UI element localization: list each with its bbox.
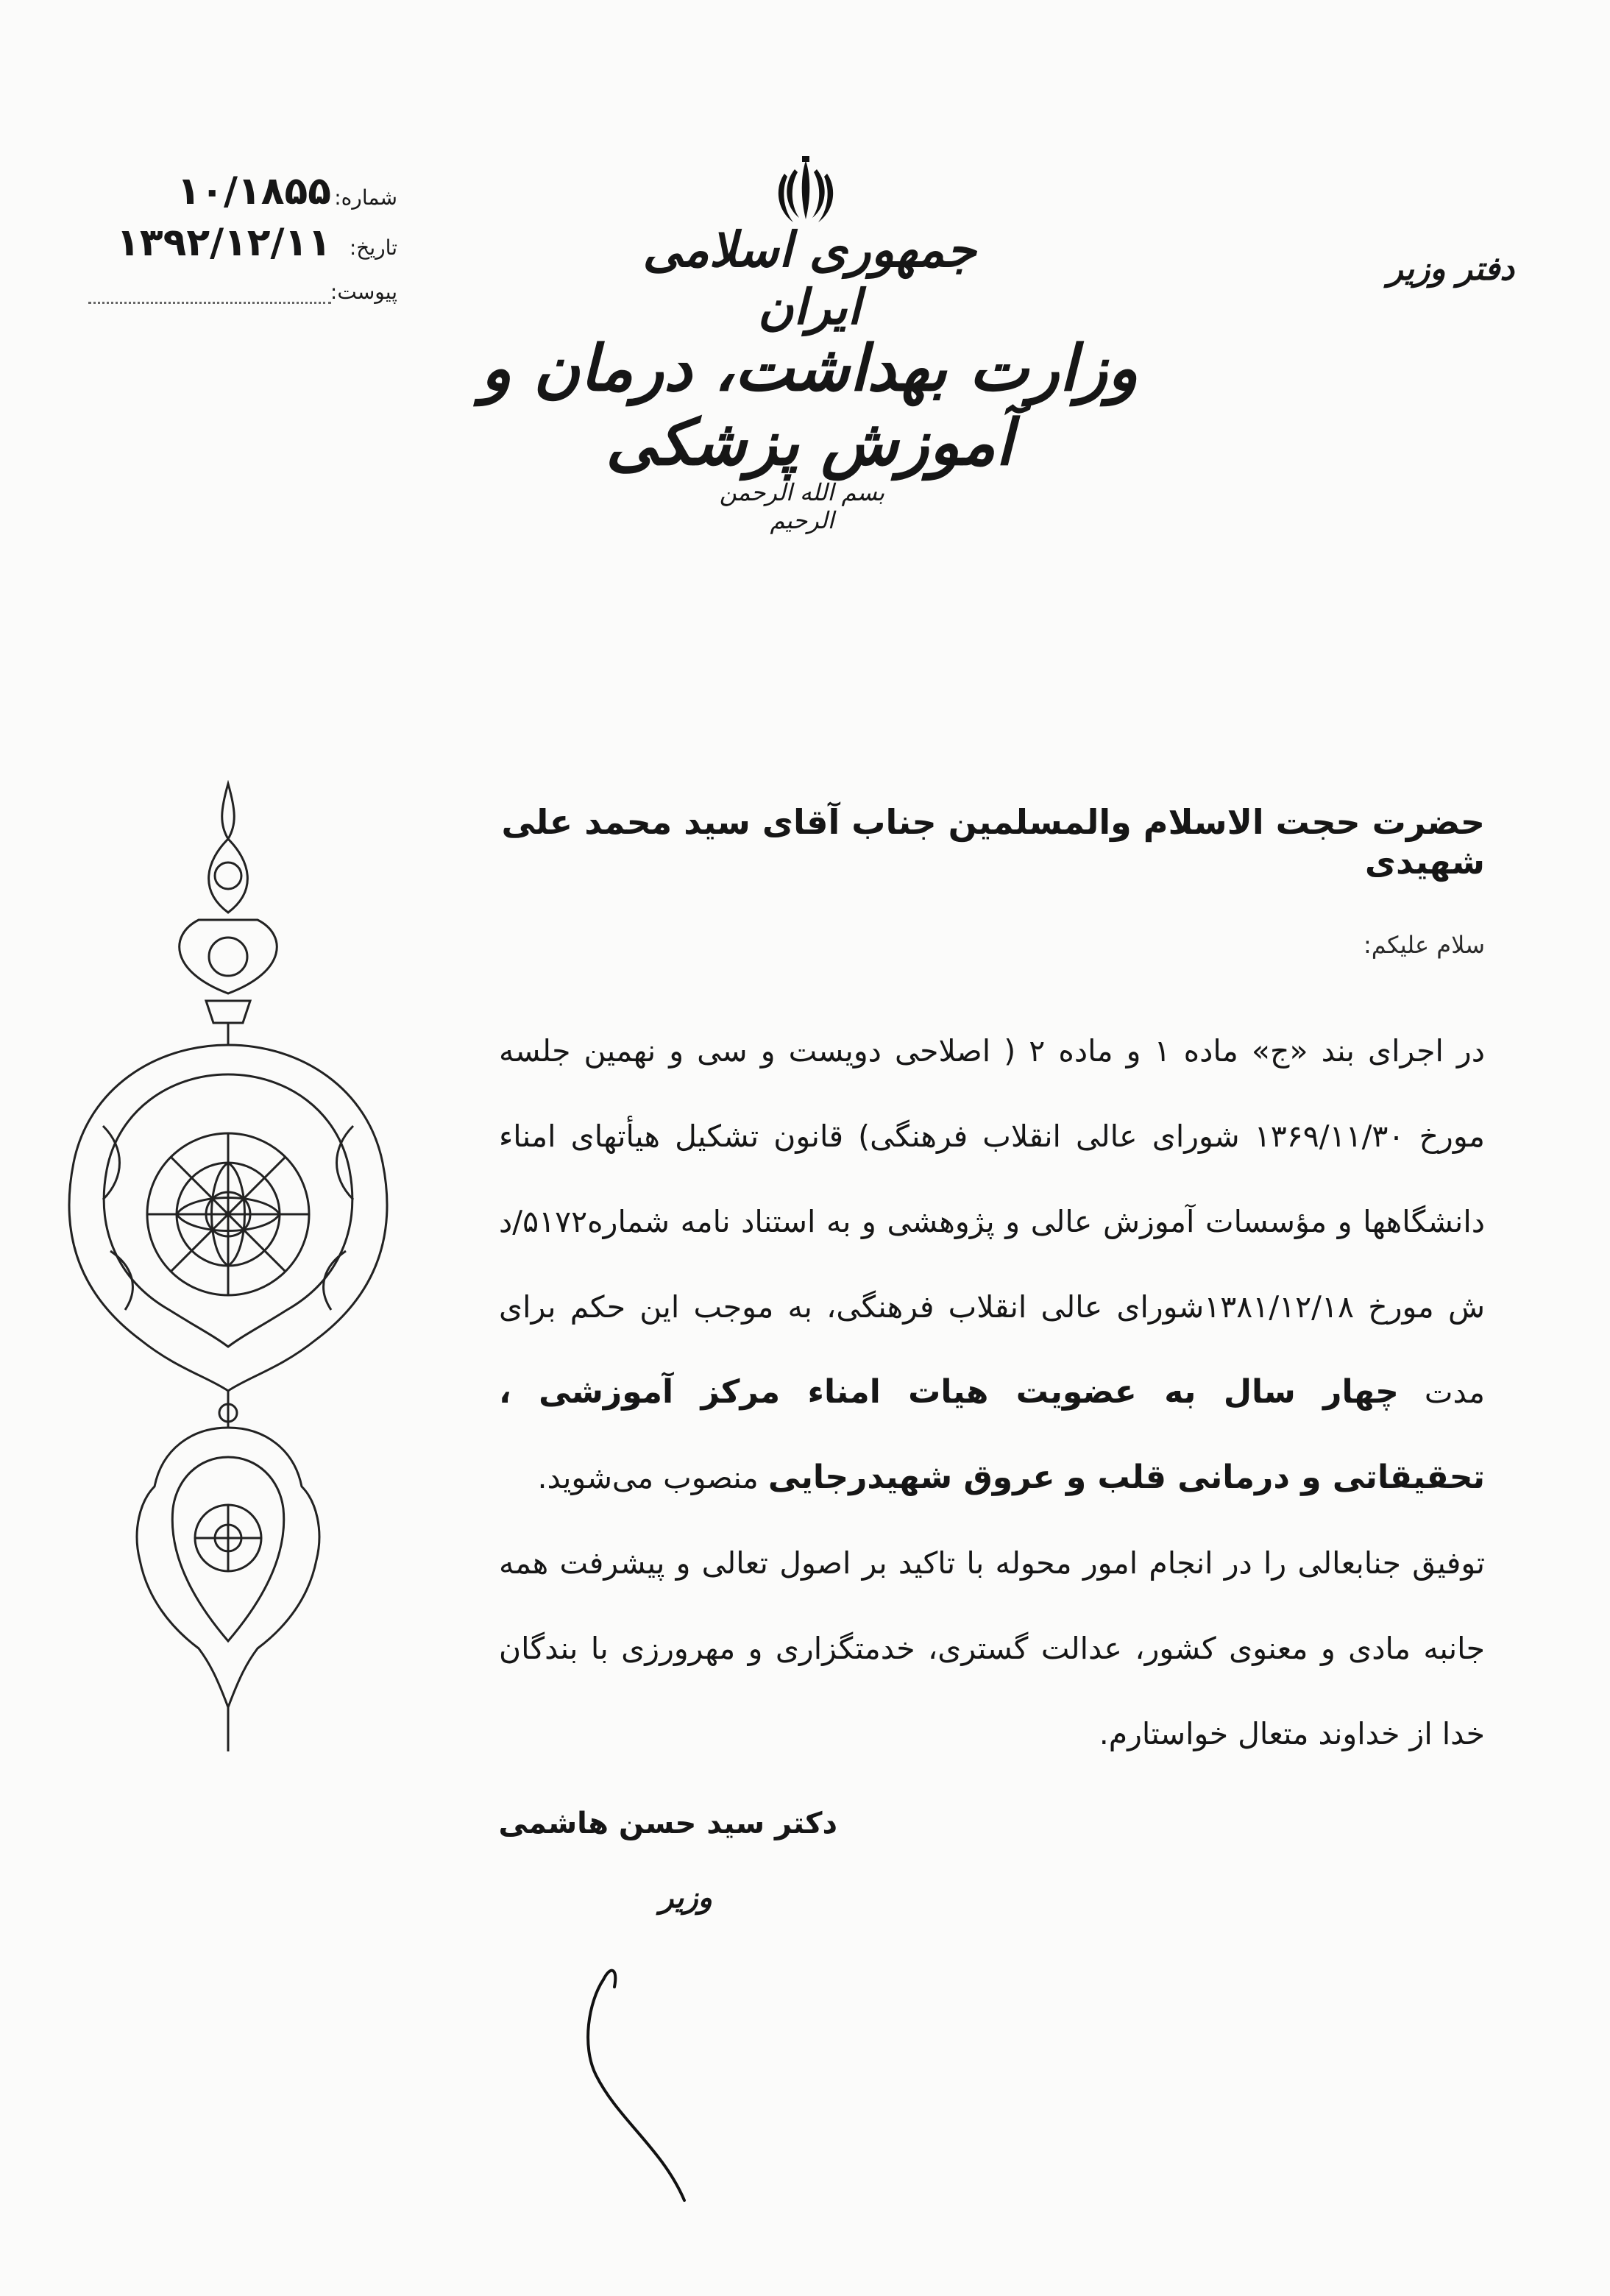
signer-name: دکتر سید حسن هاشمی (498, 1807, 837, 1840)
decorative-ornament-icon (59, 780, 397, 1759)
appointment-highlight: چهار سال به عضویت هیات امناء مرکز آموزشی ، تحقیقاتی و درمانی قلب و عروق شهیدرجایی (499, 1373, 1485, 1496)
attachment-dotted-line (88, 302, 331, 304)
number-row (88, 169, 397, 213)
republic-title: جمهوری اسلامی ایران (642, 221, 976, 336)
office-label: دفتر وزیر (1387, 250, 1514, 288)
date-label: تاریخ: (349, 235, 397, 260)
number-value: ۱۰/۱۸۵۵ (177, 169, 331, 213)
bismillah-calligraphy: بسم الله الرحمن الرحیم (719, 478, 885, 534)
letter-meta (88, 169, 397, 309)
signer-title: وزیر (659, 1880, 712, 1915)
ministry-title: وزارت بهداشت، درمان و آموزش پزشکی (480, 331, 1138, 480)
attachment-label: پیوست: (330, 280, 397, 304)
attachment-row (88, 272, 397, 316)
paragraph-appointment-end: منصوب می‌شوید. (537, 1460, 759, 1495)
salutation: سلام علیکم: (1363, 931, 1485, 959)
number-label: شماره: (334, 185, 397, 210)
paragraph-appointment-text: در اجرای بند «ج» ماده ۱ و ماده ۲ ( اصلاحی دویست و سی و نهمین جلسه مورخ ۱۳۶۹/۱۱/۳۰ شورای عالی انقلاب فرهنگی) قانون تشکیل هیأتهای امناء دانشگاهها و مؤسسات آموزش عالی و پژوهشی و به استناد نامه شماره۵۱۷۲/د ش مورخ ۱۳۸۱/۱۲/۱۸شورای عالی انقلاب فرهنگی، به موجب این حکم برای مدت (499, 1033, 1486, 1410)
date-value: ۱۳۹۲/۱۲/۱۱ (116, 221, 331, 265)
paragraph-wishes: توفیق جنابعالی را در انجام امور محوله با تاکید بر اصول تعالی و پیشرفت همه جانبه مادی و معنوی کشور، عدالت گستری، خدمتگزاری و مهرورزی با بندگان خدا از خداوند متعال خواستارم. (499, 1545, 1485, 1751)
iran-emblem-icon (773, 155, 839, 228)
date-row (88, 221, 397, 265)
addressee-line: حضرت حجت الاسلام والمسلمین جناب آقای سید محمد علی شهیدی (501, 802, 1485, 882)
handwritten-signature-icon (574, 1957, 721, 2208)
letter-body (499, 1008, 1485, 1776)
paragraph-appointment (499, 1008, 1485, 1520)
